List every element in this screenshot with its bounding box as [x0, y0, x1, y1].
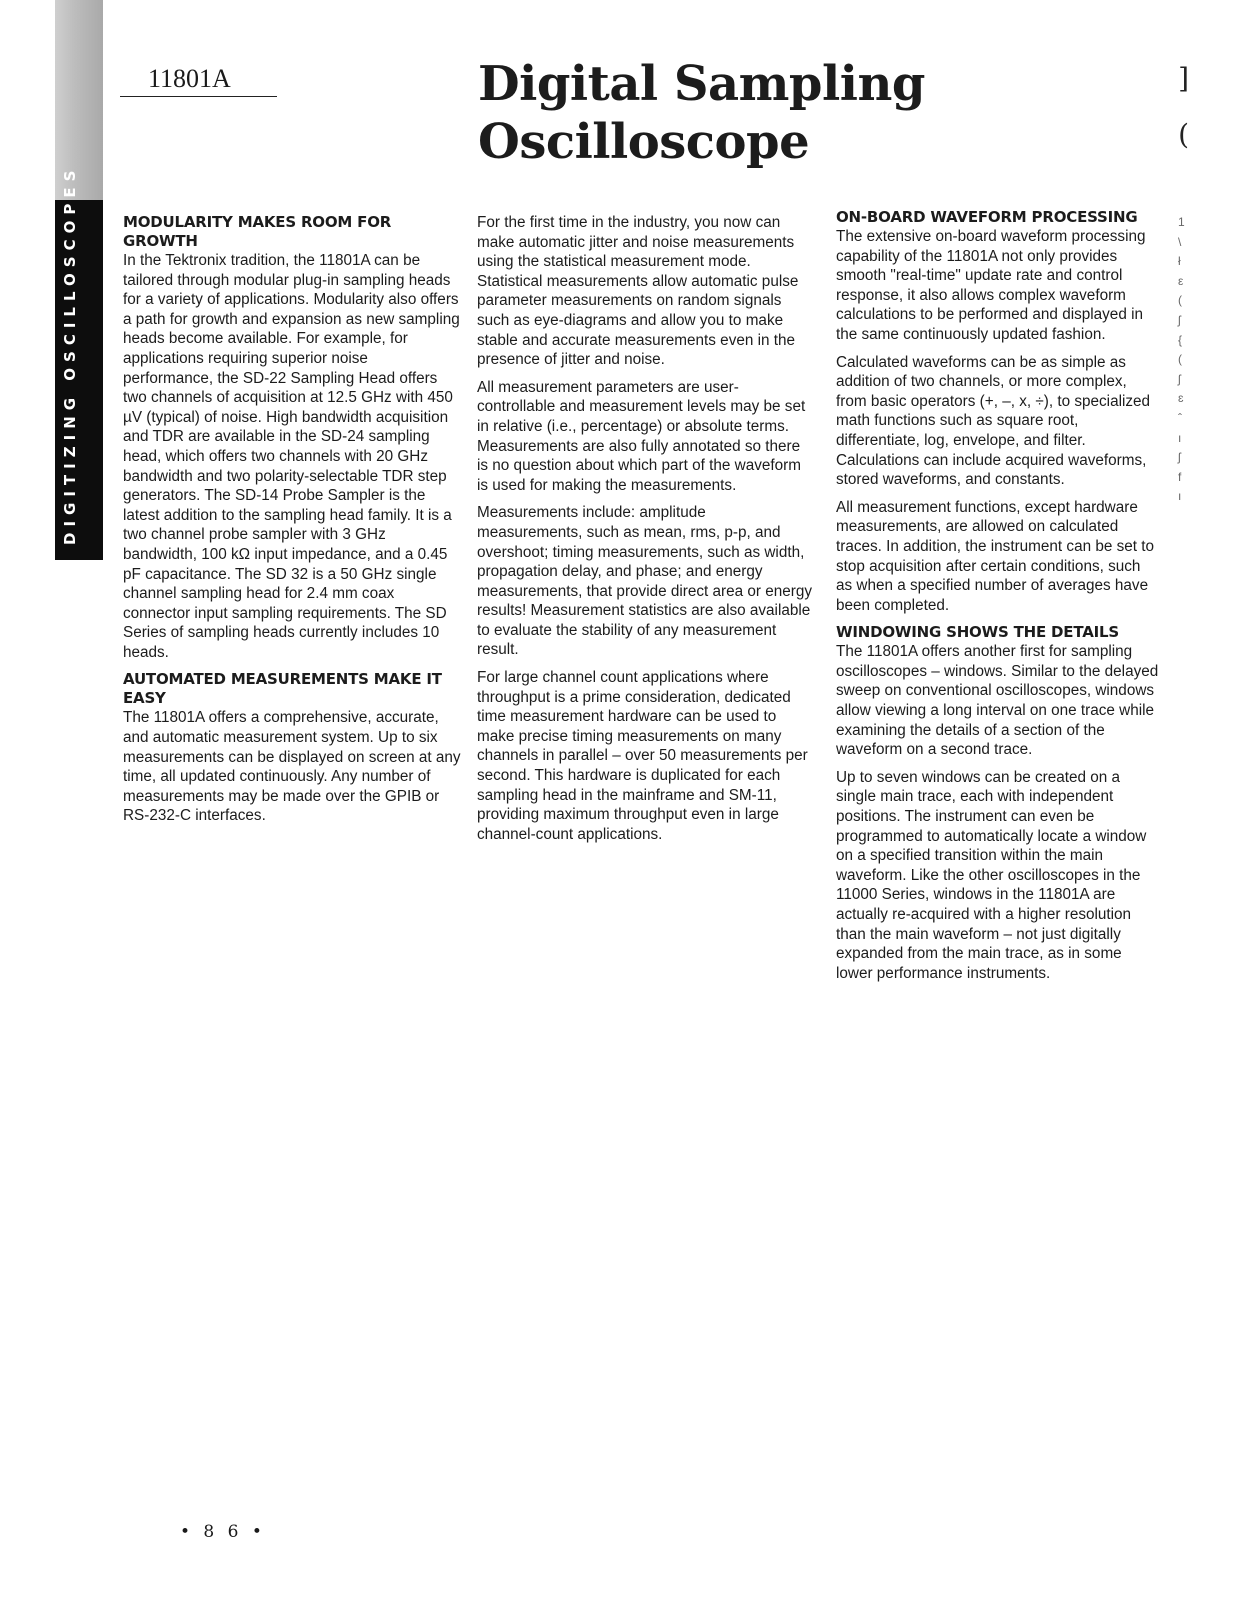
margin-fragment: (	[1178, 293, 1182, 308]
paragraph: All measurement functions, except hardware measurements, are allowed on calculated traces. In addition, the instrument can be set to stop acquisition after certain conditions, such as when a specified number of averages have been completed.	[836, 498, 1155, 614]
heading-modularity: MODULARITY MAKES ROOM FOR GROWTH	[123, 213, 392, 250]
page-title	[478, 55, 925, 171]
title-line-2: Oscilloscope	[478, 114, 810, 170]
column-1	[123, 213, 461, 834]
cut-off-margin-text	[1178, 213, 1194, 507]
margin-fragment: \	[1178, 234, 1182, 249]
title-line-1: Digital Sampling	[478, 56, 925, 112]
paragraph: The 11801A offers a comprehensive, accurate, and automatic measurement system. Up to six measurements can be displayed on screen at any time, all updated continuously. Any number of measurements may be made over the GPIB or RS-232-C interfaces.	[123, 709, 461, 825]
margin-fragment: 1	[1178, 215, 1185, 229]
paragraph: Calculated waveforms can be as simple as addition of two channels, or more complex, from basic operators (+, –, x, ÷), to specialized math functions such as square root, differentiate, log, envelope, and filter. Calculations can include acquired waveforms, stored waveforms, and constants.	[836, 353, 1151, 489]
paragraph: Measurements include: amplitude measurements, such as mean, rms, p-p, and overshoot; timing measurements, such as width, propagation delay, and phase; and energy measurements, that provide direct area or energy results! Measurement statistics are also available to evaluate the stability of any measurement result.	[477, 504, 813, 659]
paragraph: Up to seven windows can be created on a single main trace, each with independent positions. The instrument can even be programmed to automatically locate a window on a specified transition within the main waveform. Like the other oscilloscopes in the 11000 Series, windows in the 11801A are actually re-acquired with a higher resolution than the main waveform – not just digitally expanded from the main trace, as in some lower performance instruments.	[836, 768, 1147, 982]
section-side-tab	[55, 0, 103, 560]
paragraph: The extensive on-board waveform processing capability of the 11801A not only provides smooth "real-time" update rate and control response, it also allows complex waveform calculations to be performed and displayed in the same continuously updated fashion.	[836, 228, 1146, 343]
paragraph: For large channel count applications where throughput is a prime consideration, dedicated time measurement hardware can be used to make precise timing measurements on many channels in parallel – over 50 measurements per second. This hardware is duplicated for each sampling head in the mainframe and SM-11, providing maximum throughput even in large channel-count applications.	[477, 669, 808, 843]
edge-paren: (	[1178, 118, 1189, 151]
margin-fragment: ı	[1178, 430, 1182, 445]
page-number: • 8 6 •	[180, 1522, 266, 1542]
margin-fragment: ε	[1178, 273, 1184, 288]
paragraph: All measurement parameters are user-controllable and measurement levels may be set in relative (i.e., percentage) or absolute terms. Measurements are also fully annotated so there is no question about which part of the waveform is used for making the measurements.	[477, 378, 806, 494]
margin-fragment: ˆ	[1178, 410, 1182, 425]
margin-fragment: {	[1178, 332, 1183, 347]
heading-automated-measurements: AUTOMATED MEASUREMENTS MAKE IT EASY	[123, 670, 442, 708]
heading-windowing: WINDOWING SHOWS THE DETAILS	[836, 623, 1119, 642]
column-2	[477, 213, 815, 852]
model-number: 11801A	[120, 62, 277, 97]
margin-fragment: f	[1178, 469, 1182, 484]
margin-fragment: ɛ	[1178, 391, 1184, 406]
column-3	[836, 208, 1160, 991]
margin-fragment: ł	[1178, 254, 1181, 269]
paragraph: For the first time in the industry, you now can make automatic jitter and noise measurements using the statistical measurement mode. Statistical measurements allow automatic pulse parameter measurements on random signals such as eye-diagrams and allow you to make stable and accurate measurements even in the presence of jitter and noise.	[477, 214, 799, 369]
margin-fragment: ı	[1178, 489, 1182, 504]
margin-fragment: (	[1178, 352, 1182, 367]
margin-fragment: ʃ	[1178, 371, 1181, 386]
margin-fragment: ʃ	[1178, 312, 1181, 327]
section-label: DIGITIZING OSCILLOSCOPES	[61, 164, 79, 545]
margin-fragment: ʃ	[1178, 450, 1181, 465]
paragraph: In the Tektronix tradition, the 11801A can be tailored through modular plug-in sampling heads for a variety of applications. Modularity also offers a path for growth and expansion as new sampling heads become available. For example, for applications requiring superior noise performance, the SD-22 Sampling Head offers two channels of acquisition at 12.5 GHz with 450 µV (typical) of noise. High bandwidth acquisition and TDR are available in the SD-24 sampling head, which offers two channels with 20 GHz bandwidth and two polarity-selectable TDR step generators. The SD-14 Probe Sampler is the latest addition to the sampling head family. It is a two channel probe sampler with 3 GHz bandwidth, 100 kΩ input impedance, and a 0.45 pF capacitance. The SD 32 is a 50 GHz single channel sampling head for 2.4 mm coax connector input sampling requirements. The SD Series of sampling heads currently includes 10 heads.	[123, 252, 460, 661]
edge-bracket: ]	[1178, 62, 1189, 95]
heading-waveform-processing: ON-BOARD WAVEFORM PROCESSING	[836, 208, 1138, 226]
paragraph: The 11801A offers another first for sampling oscilloscopes – windows. Similar to the delayed sweep on conventional oscilloscopes, windows allow viewing a long interval on one trace while examining the details of a section of the waveform on a second trace.	[836, 643, 1159, 759]
